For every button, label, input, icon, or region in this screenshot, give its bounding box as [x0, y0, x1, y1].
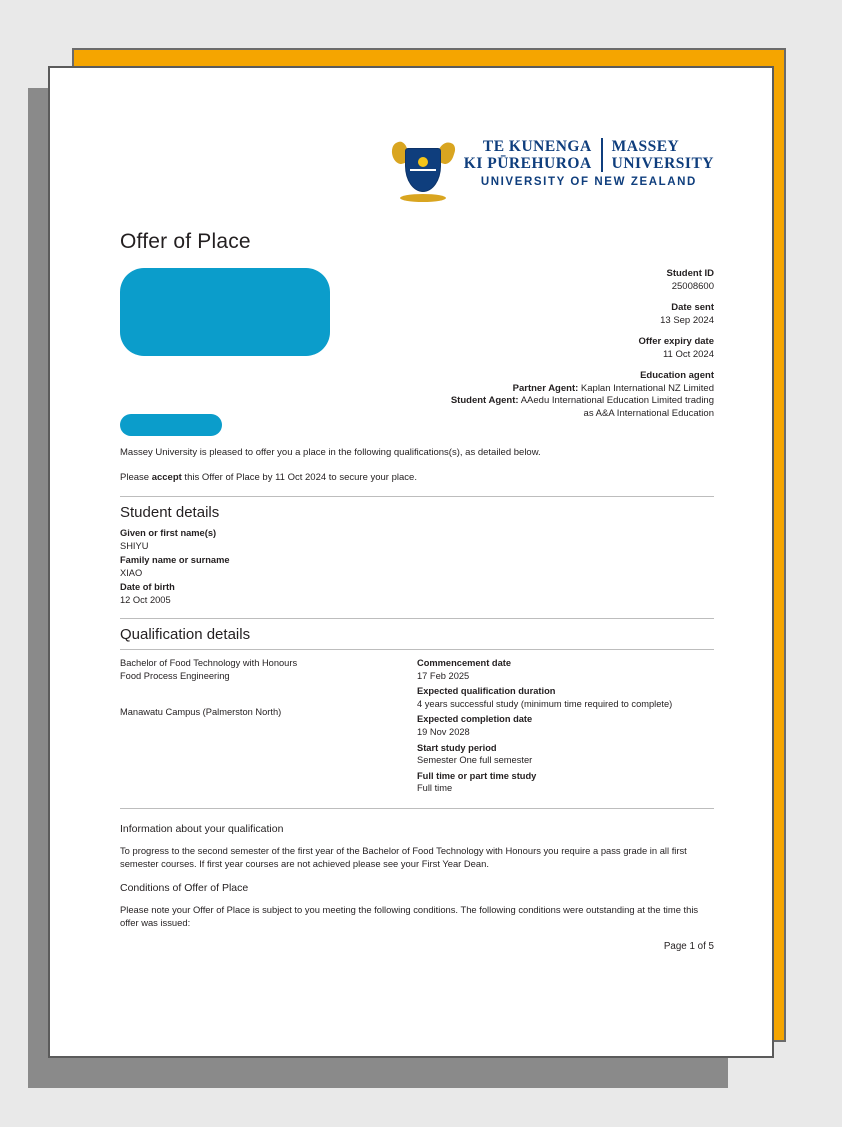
- partner-agent-label: Partner Agent:: [512, 382, 579, 394]
- completion-date-value: 19 Nov 2028: [417, 726, 470, 737]
- commencement-date-value: 17 Feb 2025: [417, 670, 470, 681]
- information-heading: Information about your qualification: [120, 822, 284, 835]
- accept-text-post: this Offer of Place by 11 Oct 2024 to secure your place.: [181, 472, 417, 483]
- wordmark-maori-line1: TE KUNENGA: [482, 138, 592, 155]
- wordmark-english-line2: UNIVERSITY: [611, 155, 714, 172]
- divider-qualification-details: [120, 618, 714, 619]
- section-title-qualification-details: Qualification details: [120, 626, 251, 643]
- commencement-date-label: Commencement date: [417, 658, 512, 668]
- partner-agent-value: Kaplan International NZ Limited: [580, 382, 714, 394]
- qualification-major: Food Process Engineering: [120, 670, 230, 681]
- intro-paragraphs: [120, 446, 714, 484]
- qualification-right-column: [417, 657, 714, 798]
- student-agent-label: Student Agent:: [450, 395, 519, 406]
- page-number: Page 1 of 5: [663, 940, 714, 952]
- date-of-birth-value: 12 Oct 2005: [120, 594, 171, 605]
- student-id-value: 25008600: [671, 280, 714, 292]
- student-id-label: Student ID: [666, 268, 714, 279]
- section-title-student-details: Student details: [120, 504, 220, 521]
- study-mode-label: Full time or part time study: [417, 770, 537, 781]
- family-name-label: Family name or surname: [120, 555, 230, 565]
- offer-expiry-value: 11 Oct 2024: [662, 348, 714, 360]
- date-sent-label: Date sent: [671, 302, 714, 313]
- divider-qualification-table-top: [120, 649, 714, 650]
- qualification-name: Bachelor of Food Technology with Honours: [120, 658, 298, 668]
- partner-agent-row: [384, 383, 714, 396]
- qualification-table: [120, 657, 714, 798]
- divider-information: [120, 808, 714, 809]
- intro-paragraph-2: [120, 471, 714, 484]
- intro-paragraph-1: Massey University is pleased to offer you a place in the following qualifications(s), as detailed below.: [120, 447, 541, 458]
- conditions-body: Please note your Offer of Place is subject to you meeting the following conditions. The following conditions were outstanding at the time this offer was issued:: [120, 903, 699, 928]
- divider-student-details: [120, 496, 714, 497]
- student-details-list: [120, 527, 714, 606]
- redacted-address-block: [120, 268, 330, 356]
- given-name-value: SHIYU: [120, 540, 149, 551]
- study-mode-value: Full time: [417, 783, 453, 794]
- student-agent-row: [384, 395, 714, 408]
- wordmark-tagline: UNIVERSITY OF NEW ZEALAND: [480, 176, 697, 188]
- accept-emphasis: accept: [151, 472, 182, 483]
- document-content: [50, 68, 772, 1056]
- family-name-value: XIAO: [120, 567, 143, 578]
- date-sent-value: 13 Sep 2024: [660, 314, 714, 326]
- duration-value: 4 years successful study (minimum time required to complete): [417, 698, 673, 709]
- accept-text-pre: Please: [120, 472, 152, 483]
- recipient-block: [120, 268, 330, 436]
- massey-wordmark: [464, 138, 714, 188]
- duration-label: Expected qualification duration: [417, 686, 556, 697]
- student-agent-value-continued: as A&A International Education: [583, 407, 714, 419]
- massey-crest-icon: [392, 138, 454, 204]
- wordmark-english-line1: MASSEY: [611, 138, 680, 155]
- study-period-value: Semester One full semester: [417, 755, 533, 766]
- offer-expiry-label: Offer expiry date: [638, 336, 714, 347]
- study-period-label: Start study period: [417, 742, 497, 753]
- wordmark-maori-line2: KI PŪREHUROA: [463, 155, 592, 172]
- date-of-birth-label: Date of birth: [120, 582, 175, 592]
- letterhead: [120, 138, 714, 204]
- redacted-salutation: [120, 414, 222, 436]
- information-body: To progress to the second semester of the first year of the Bachelor of Food Technology with Honours you require a pass grade in all first semester courses. If first year courses are not achieved please see your First Year Dean.: [120, 844, 687, 869]
- qualification-left-column: [120, 657, 417, 798]
- page-title: Offer of Place: [120, 230, 251, 253]
- completion-date-label: Expected completion date: [417, 714, 533, 725]
- document-meta: [384, 268, 714, 436]
- student-agent-value: AAedu International Education Limited trading: [520, 395, 714, 406]
- education-agent-label: Education agent: [640, 370, 714, 381]
- conditions-heading: Conditions of Offer of Place: [120, 881, 249, 894]
- header-meta-row: [120, 268, 714, 436]
- given-name-label: Given or first name(s): [120, 528, 217, 538]
- document-page: [48, 66, 774, 1058]
- qualification-campus: Manawatu Campus (Palmerston North): [120, 707, 282, 718]
